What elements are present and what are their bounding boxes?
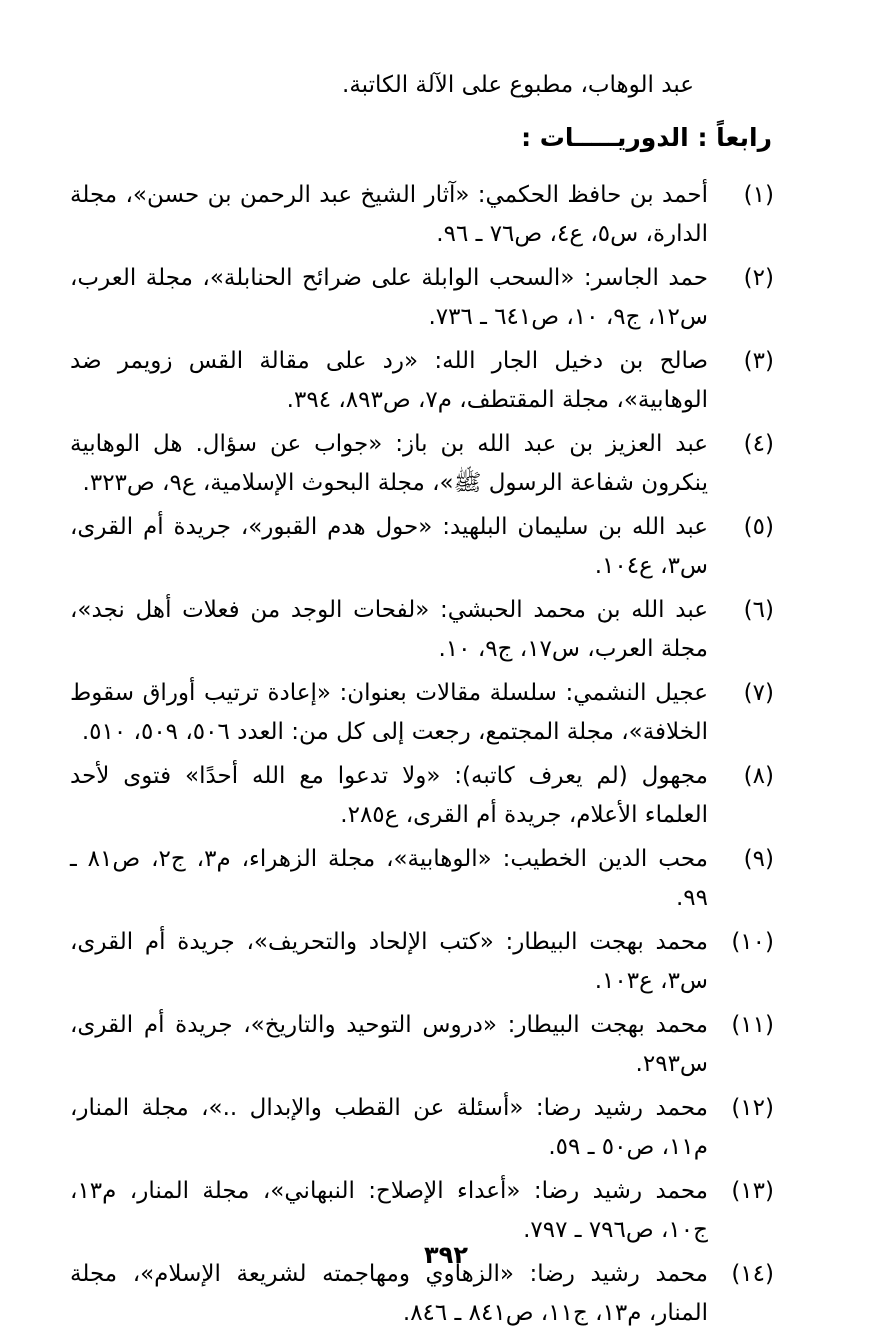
entry-number: (٨) (743, 763, 774, 789)
entry-text: محمد رشيد رضا: «أسئلة عن القطب والإبدال ..»، مجلة المنار، م١١، ص٥٠ ـ ٥٩. (70, 1095, 708, 1160)
bibliography-entry (70, 259, 774, 337)
entry-text: أحمد بن حافظ الحكمي: «آثار الشيخ عبد الرحمن بن حسن»، مجلة الدارة، س٥، ع٤، ص٧٦ ـ ٩٦. (70, 182, 708, 247)
bibliography-entry (70, 757, 774, 835)
bibliography-entry (70, 840, 774, 918)
entry-text: صالح بن دخيل الجار الله: «رد على مقالة القس زويمر ضد الوهابية»، مجلة المقتطف، م٧، ص٨٩٣، ٣٩٤. (70, 348, 708, 413)
section-heading: رابعاً : الدوريـــــات : (521, 123, 772, 152)
entry-number: (٥) (743, 514, 774, 540)
entry-number: (١٠) (731, 929, 774, 955)
bibliography-entry (70, 674, 774, 752)
entry-text: محمد رشيد رضا: «أعداء الإصلاح: النبهاني»، مجلة المنار، م١٣، ج١٠، ص٧٩٦ ـ ٧٩٧. (70, 1178, 708, 1243)
entry-text: عبد العزيز بن عبد الله بن باز: «جواب عن سؤال. هل الوهابية ينكرون شفاعة الرسول ﷺ»، مجلة البحوث الإسلامية، ع٩، ص٣٢٣. (70, 431, 708, 496)
entry-number: (١١) (731, 1012, 774, 1038)
entry-number: (٧) (743, 680, 774, 706)
entry-text: حمد الجاسر: «السحب الوابلة على ضرائح الحنابلة»، مجلة العرب، س١٢، ج٩، ١٠، ص٦٤١ ـ ٧٣٦. (70, 265, 708, 330)
entry-number: (٤) (743, 431, 774, 457)
entry-number: (١٤) (731, 1261, 774, 1287)
entry-text: محمد بهجت البيطار: «كتب الإلحاد والتحريف»، جريدة أم القرى، س٣، ع١٠٣. (70, 929, 708, 994)
entry-text: محمد رشيد رضا: «الزهاوي ومهاجمته لشريعة الإسلام»، مجلة المنار، م١٣، ج١١، ص٨٤١ ـ ٨٤٦. (70, 1261, 708, 1326)
bibliography-entry (70, 342, 774, 420)
bibliography-entry (70, 176, 774, 254)
bibliography-entry (70, 923, 774, 1001)
entry-text: محب الدين الخطيب: «الوهابية»، مجلة الزهراء، م٣، ج٢، ص٨١ ـ ٩٩. (70, 846, 708, 911)
entry-text: عبد الله بن محمد الحبشي: «لفحات الوجد من فعلات أهل نجد»، مجلة العرب، س١٧، ج٩، ١٠. (70, 597, 708, 662)
entry-text: عبد الله بن سليمان البلهيد: «حول هدم القبور»، جريدة أم القرى، س٣، ع١٠٤. (70, 514, 708, 579)
entry-text: عجيل النشمي: سلسلة مقالات بعنوان: «إعادة ترتيب أوراق سقوط الخلافة»، مجلة المجتمع، رجعت إلى كل من: العدد ٥٠٦، ٥٠٩، ٥١٠. (70, 680, 708, 745)
entry-number: (١٣) (731, 1178, 774, 1204)
entry-number: (٣) (743, 348, 774, 374)
bibliography-entry (70, 1006, 774, 1084)
entry-number: (٩) (743, 846, 774, 872)
intro-line: عبد الوهاب، مطبوع على الآلة الكاتبة. (342, 72, 694, 98)
bibliography-list (70, 176, 774, 1338)
page-number: ٣٩٢ (424, 1241, 468, 1269)
entry-number: (١٢) (731, 1095, 774, 1121)
bibliography-entry (70, 508, 774, 586)
bibliography-entry (70, 425, 774, 503)
entry-number: (٢) (743, 265, 774, 291)
bibliography-entry (70, 1172, 774, 1250)
bibliography-entry (70, 1089, 774, 1167)
entry-text: مجهول (لم يعرف كاتبه): «ولا تدعوا مع الله أحدًا» فتوى لأحد العلماء الأعلام، جريدة أم القرى، ع٢٨٥. (70, 763, 708, 828)
bibliography-entry (70, 591, 774, 669)
entry-number: (١) (743, 182, 774, 208)
entry-number: (٦) (743, 597, 774, 623)
entry-text: محمد بهجت البيطار: «دروس التوحيد والتاريخ»، جريدة أم القرى، س٢٩٣. (70, 1012, 708, 1077)
